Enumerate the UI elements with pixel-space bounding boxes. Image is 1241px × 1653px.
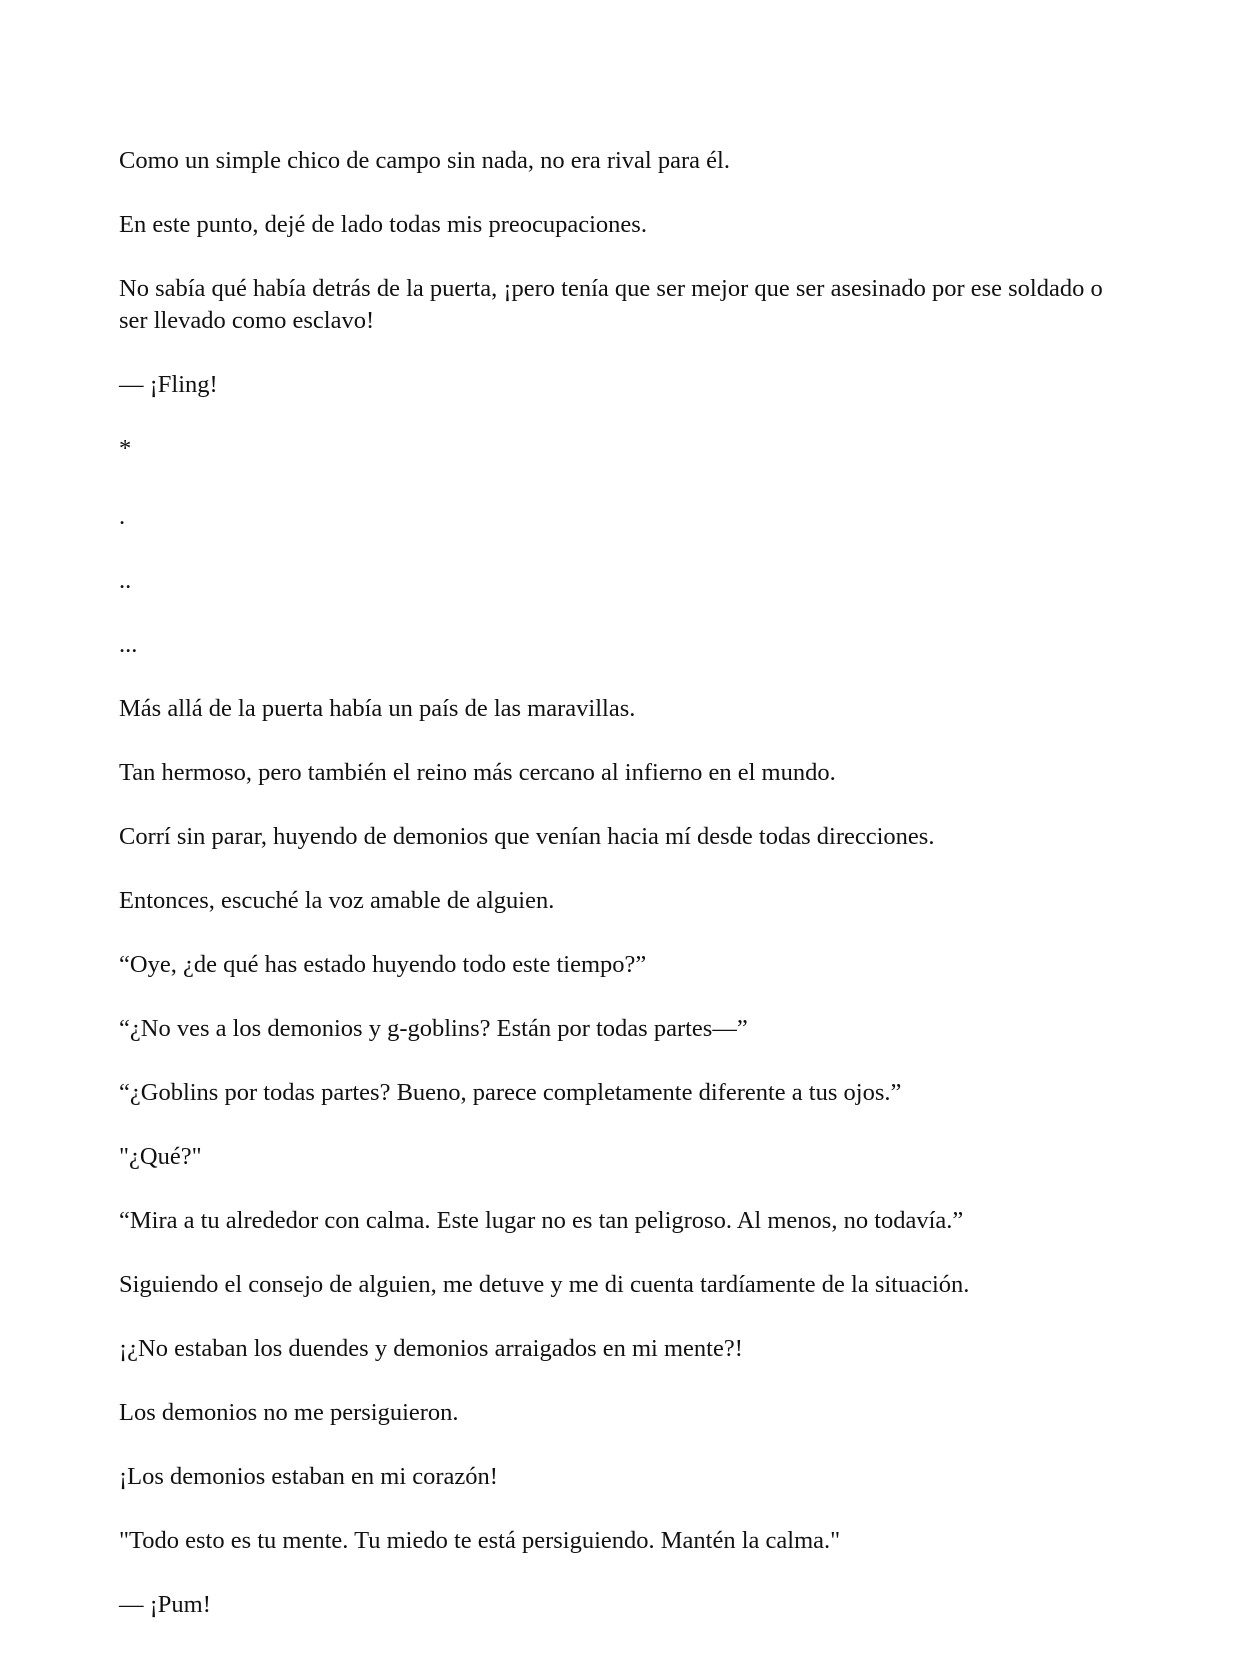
paragraph: — ¡Fling! bbox=[119, 371, 218, 398]
dialogue-line: “¿No ves a los demonios y g-goblins? Están por todas partes—” bbox=[119, 1015, 748, 1042]
dialogue-line: “¿Goblins por todas partes? Bueno, parece completamente diferente a tus ojos.” bbox=[119, 1079, 902, 1106]
paragraph: Tan hermoso, pero también el reino más cercano al infierno en el mundo. bbox=[119, 759, 836, 786]
paragraph: ¡¿No estaban los duendes y demonios arraigados en mi mente?! bbox=[119, 1335, 743, 1362]
text-column bbox=[119, 145, 1129, 1653]
paragraph: Siguiendo el consejo de alguien, me detuve y me di cuenta tardíamente de la situación. bbox=[119, 1271, 970, 1298]
scene-break-dots: . bbox=[119, 503, 126, 530]
paragraph: Los demonios no me persiguieron. bbox=[119, 1399, 459, 1426]
dialogue-line: “Oye, ¿de qué has estado huyendo todo este tiempo?” bbox=[119, 951, 647, 978]
paragraph: No sabía qué había detrás de la puerta, ¡pero tenía que ser mejor que ser asesinado por ese soldado o ser llevado como esclavo! bbox=[119, 275, 1109, 334]
dialogue-line: "Todo esto es tu mente. Tu miedo te está persiguiendo. Mantén la calma." bbox=[119, 1527, 841, 1554]
paragraph: Más allá de la puerta había un país de las maravillas. bbox=[119, 695, 636, 722]
paragraph: Entonces, escuché la voz amable de alguien. bbox=[119, 887, 555, 914]
paragraph: — ¡Pum! bbox=[119, 1591, 211, 1618]
scene-break-asterisk: * bbox=[119, 435, 132, 462]
dialogue-line: “Mira a tu alrededor con calma. Este lugar no es tan peligroso. Al menos, no todavía.” bbox=[119, 1207, 964, 1234]
scene-break-dots: ... bbox=[119, 631, 138, 658]
paragraph: Corrí sin parar, huyendo de demonios que venían hacia mí desde todas direcciones. bbox=[119, 823, 935, 850]
dialogue-line: "¿Qué?" bbox=[119, 1143, 202, 1170]
paragraph: ¡Los demonios estaban en mi corazón! bbox=[119, 1463, 498, 1490]
paragraph: Como un simple chico de campo sin nada, no era rival para él. bbox=[119, 147, 730, 174]
paragraph: En este punto, dejé de lado todas mis preocupaciones. bbox=[119, 211, 647, 238]
scene-break-dots: .. bbox=[119, 567, 132, 594]
